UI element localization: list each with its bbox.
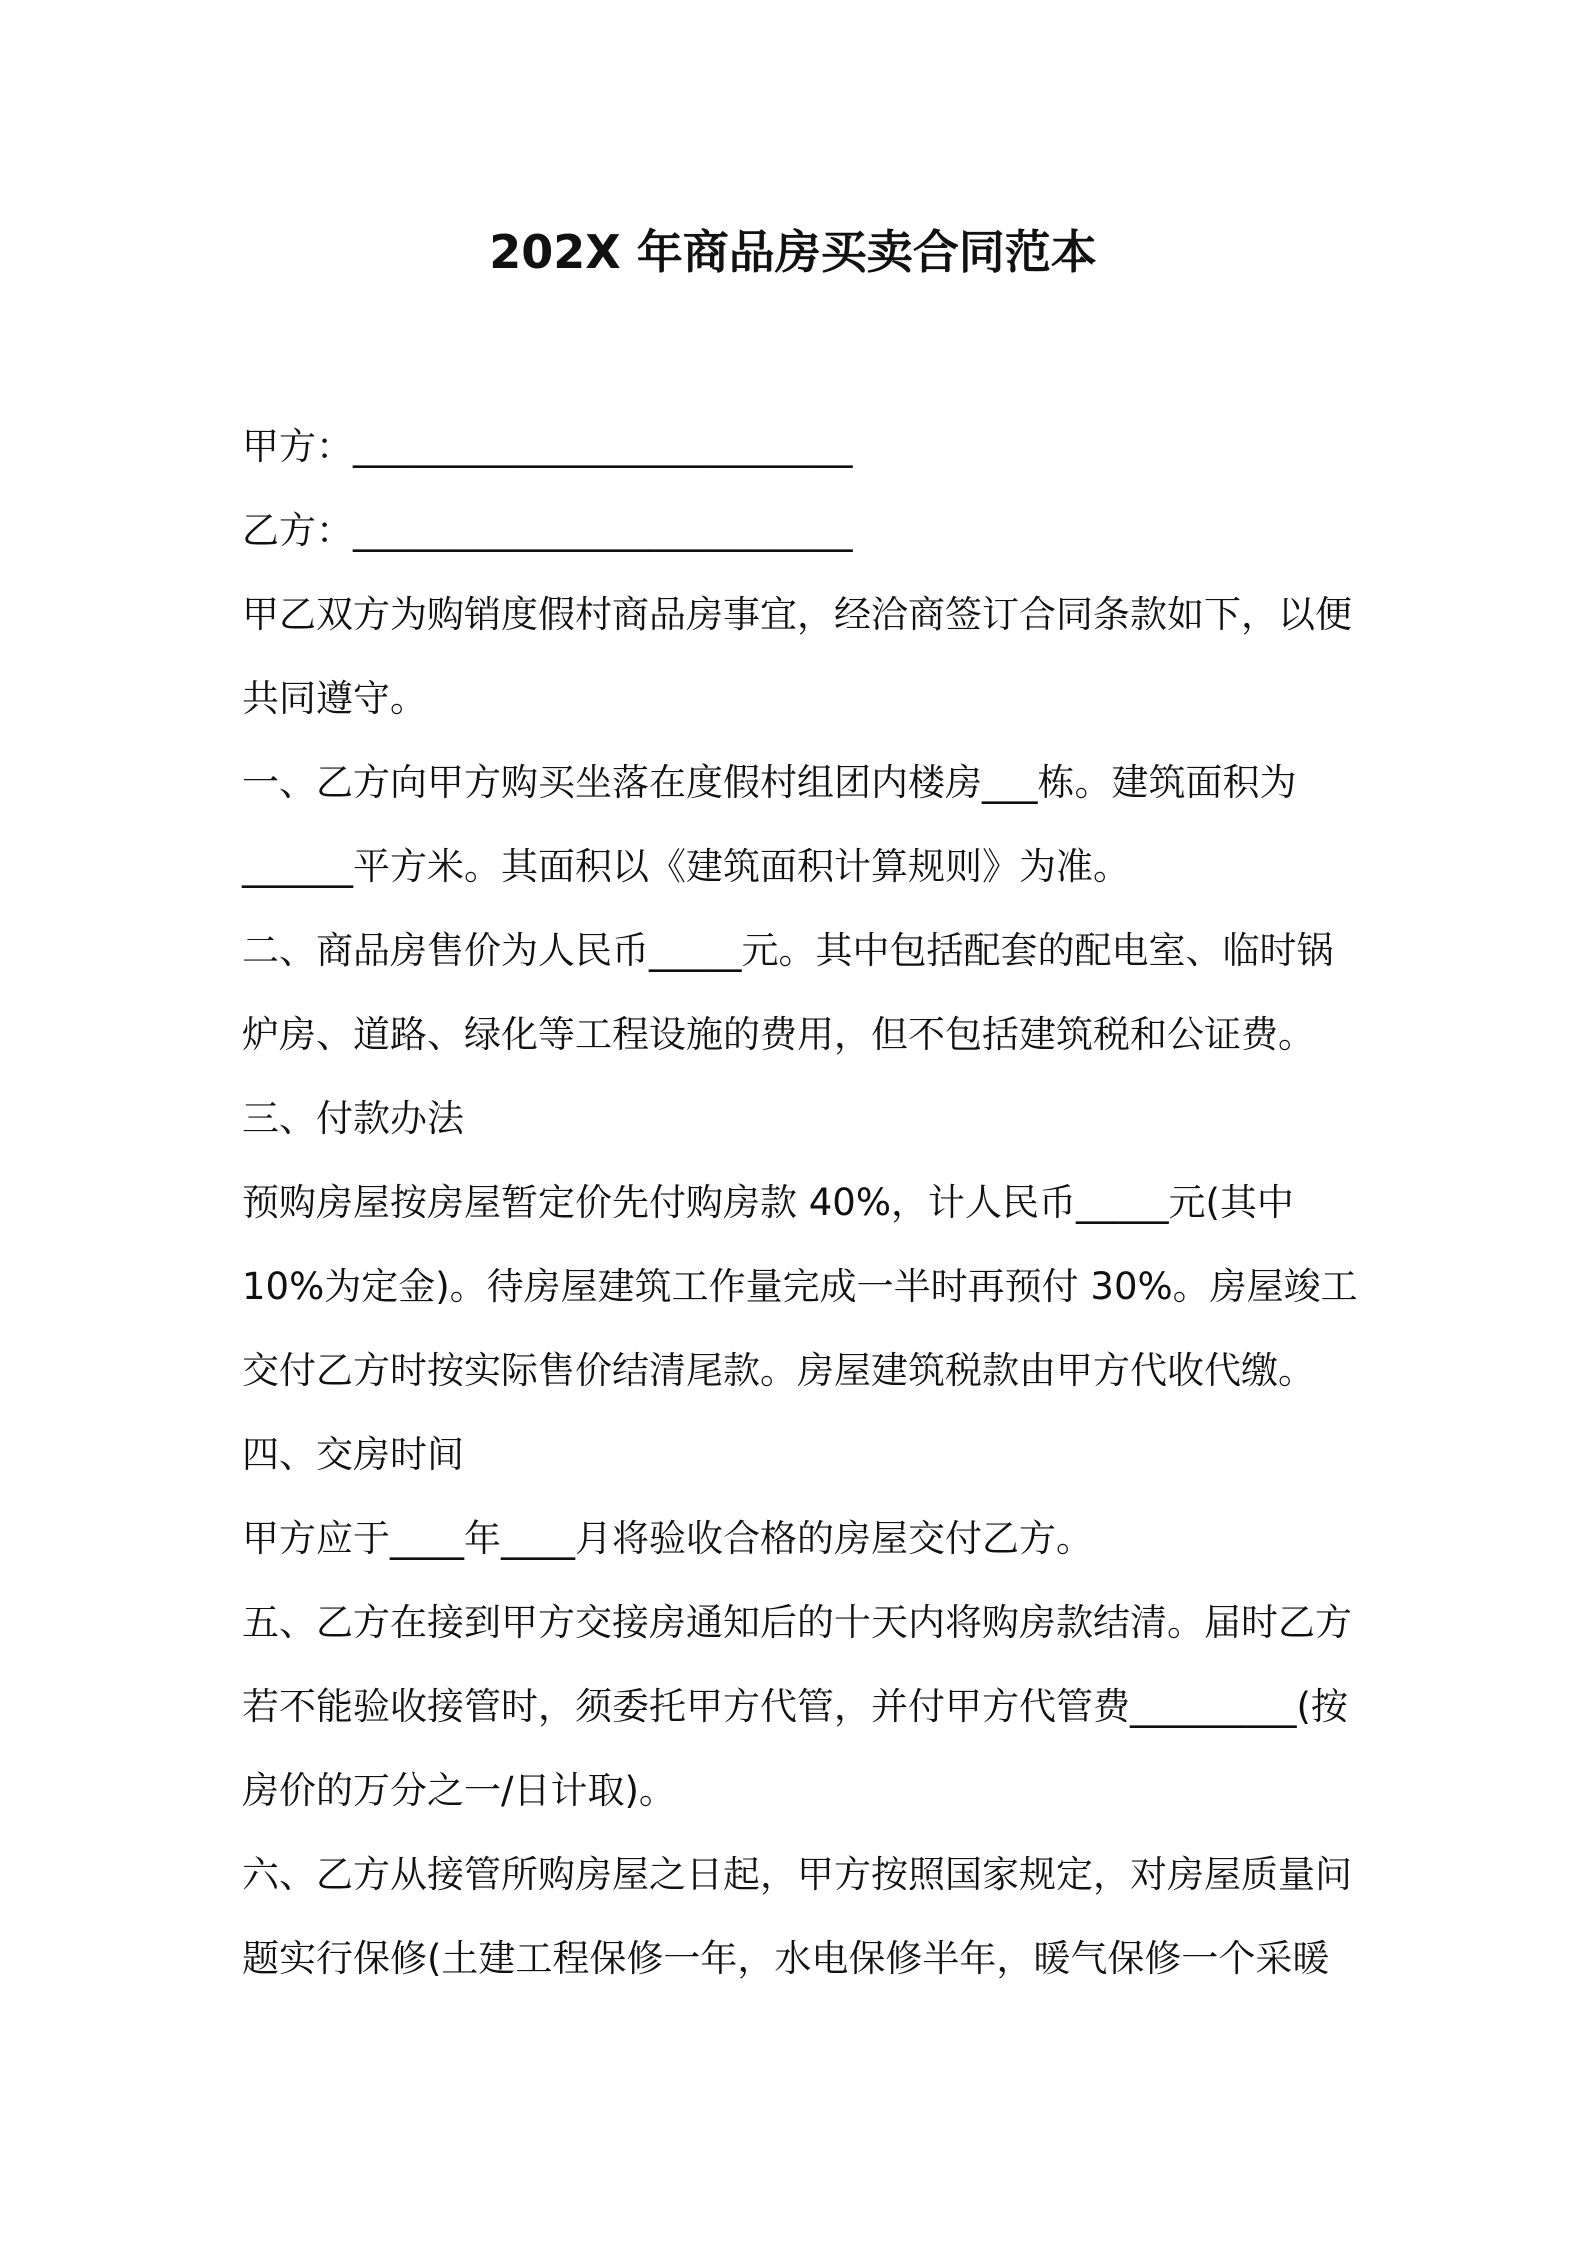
document-body — [242, 405, 1362, 2001]
document-title: 202X 年商品房买卖合同范本 — [489, 225, 1097, 279]
clause-4-line-1: 甲方应于____年____月将验收合格的房屋交付乙方。 — [242, 1517, 1093, 1560]
clause-5-line-2: 若不能验收接管时，须委托甲方代管，并付甲方代管费_________(按 — [242, 1685, 1348, 1728]
clause-6-line-1: 六、乙方从接管所购房屋之日起，甲方按照国家规定，对房屋质量问 — [242, 1853, 1352, 1896]
party-b-line: 乙方：___________________________ — [242, 509, 853, 552]
clause-6-line-2: 题实行保修(土建工程保修一年，水电保修半年，暖气保修一个采暖 — [242, 1937, 1330, 1980]
clause-5-line-3: 房价的万分之一/日计取)。 — [242, 1769, 676, 1812]
clause-1-line-1: 一、乙方向甲方购买坐落在度假村组团内楼房___栋。建筑面积为 — [242, 761, 1297, 804]
clause-2-line-1: 二、商品房售价为人民币_____元。其中包括配套的配电室、临时锅 — [242, 929, 1334, 972]
intro-line-2: 共同遵守。 — [242, 677, 427, 720]
intro-line-1: 甲乙双方为购销度假村商品房事宜，经洽商签订合同条款如下，以便 — [242, 593, 1352, 636]
clause-1-line-2: ______平方米。其面积以《建筑面积计算规则》为准。 — [242, 845, 1130, 888]
clause-5-line-1: 五、乙方在接到甲方交接房通知后的十天内将购房款结清。届时乙方 — [242, 1601, 1352, 1644]
clause-3-line-3: 交付乙方时按实际售价结清尾款。房屋建筑税款由甲方代收代缴。 — [242, 1349, 1315, 1392]
clause-2-line-2: 炉房、道路、绿化等工程设施的费用，但不包括建筑税和公证费。 — [242, 1013, 1315, 1056]
party-a-line: 甲方：___________________________ — [242, 425, 853, 468]
clause-3-heading: 三、付款办法 — [242, 1097, 464, 1140]
clause-3-line-2: 10%为定金)。待房屋建筑工作量完成一半时再预付 30%。房屋竣工 — [242, 1265, 1358, 1308]
clause-3-line-1: 预购房屋按房屋暂定价先付购房款 40%，计人民币_____元(其中 — [242, 1181, 1294, 1224]
clause-4-heading: 四、交房时间 — [242, 1433, 464, 1476]
